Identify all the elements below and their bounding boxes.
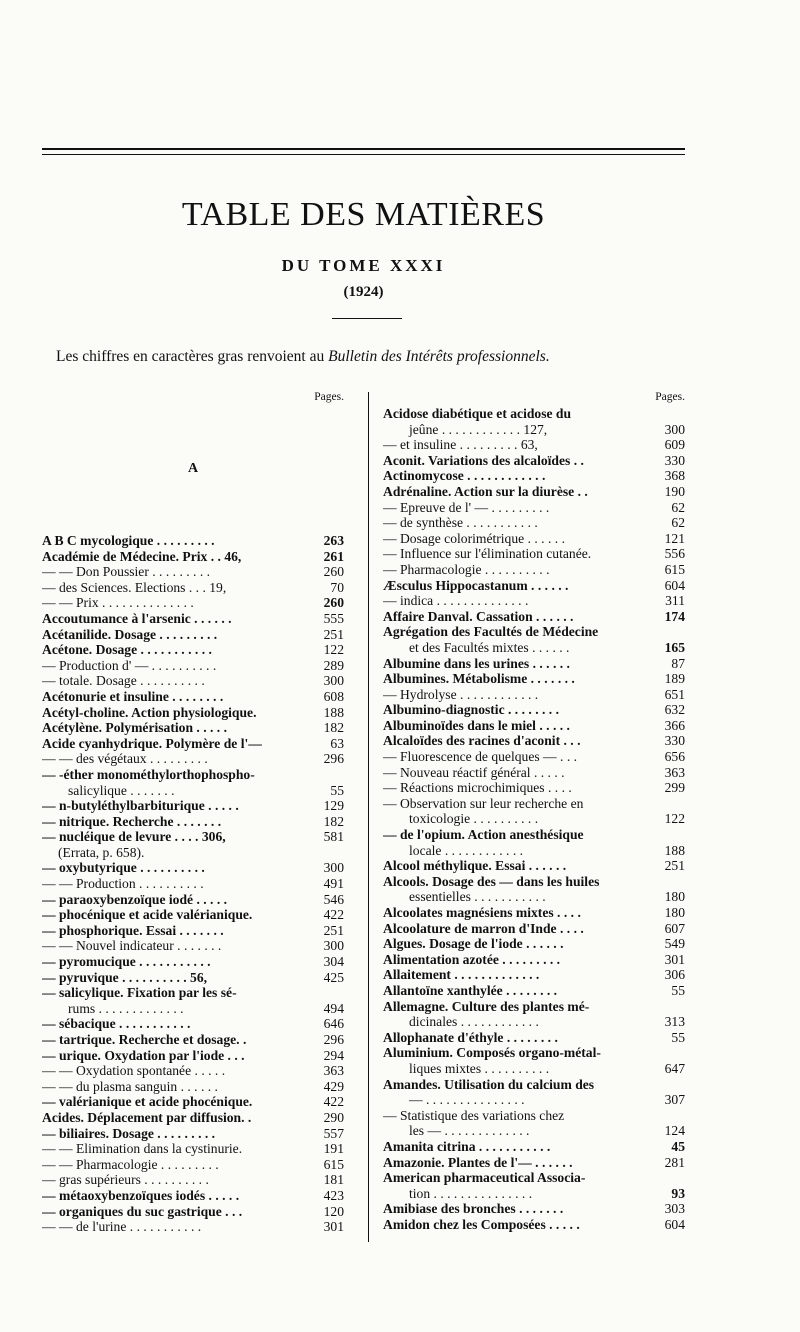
volume-year: (1924) (343, 284, 384, 300)
entry-text: — organiques du suc gastrique . . . (42, 1203, 243, 1219)
index-entry (42, 1141, 344, 1157)
entry-page: 87 (671, 655, 685, 671)
entry-text: — indica . . . . . . . . . . . . . . (383, 593, 529, 609)
index-entry (42, 1063, 344, 1079)
entry-text: — Hydrolyse . . . . . . . . . . . . (383, 686, 539, 702)
entry-text: Acétone. Dosage . . . . . . . . . . . (42, 642, 212, 658)
entry-text: Alcaloïdes des racines d'aconit . . . (383, 733, 581, 749)
entry-page: 62 (671, 515, 685, 531)
index-entry (383, 531, 685, 547)
index-entry (42, 1126, 344, 1142)
entry-text: — Statistique des variations chez (383, 1107, 565, 1123)
entry-text: Albumine dans les urines . . . . . . (383, 655, 570, 671)
entry-page: 251 (323, 626, 344, 642)
entry-text: Æsculus Hippocastanum . . . . . . (383, 577, 569, 593)
entry-text: — — de l'urine . . . . . . . . . . . (42, 1219, 202, 1235)
entry-page: 368 (664, 468, 685, 484)
entry-page: 62 (671, 499, 685, 515)
entry-text: — biliaires. Dosage . . . . . . . . . (42, 1125, 216, 1141)
index-entry (42, 642, 344, 658)
index-entry (383, 562, 685, 578)
entry-page: 647 (664, 1060, 685, 1076)
right-entry-list (383, 406, 685, 1232)
entry-page: 609 (664, 437, 685, 453)
left-pages-header: Pages. (314, 391, 344, 403)
entry-text: Acétonurie et insuline . . . . . . . . (42, 688, 224, 704)
entry-page: 260 (323, 595, 344, 611)
index-entry (42, 627, 344, 643)
index-entry (42, 829, 344, 845)
entry-page: 299 (664, 780, 685, 796)
index-entry (42, 580, 344, 596)
entry-text: — totale. Dosage . . . . . . . . . . (42, 673, 205, 689)
entry-page: 646 (323, 1016, 344, 1032)
entry-page: 260 (323, 564, 344, 580)
entry-page: 121 (664, 530, 685, 546)
entry-page: 300 (323, 860, 344, 876)
index-entry (42, 892, 344, 908)
entry-page: 294 (323, 1047, 344, 1063)
entry-text: — — Prix . . . . . . . . . . . . . . (42, 595, 194, 611)
entry-page: 366 (664, 717, 685, 733)
section-letter: A (187, 461, 199, 476)
entry-page: 546 (323, 891, 344, 907)
entry-text: American pharmaceutical Associa- (383, 1170, 586, 1186)
entry-text: — tartrique. Recherche et dosage. . (42, 1032, 247, 1047)
entry-text: — oxybutyrique . . . . . . . . . . (42, 860, 205, 876)
index-entry (42, 549, 344, 565)
entry-text: Acides. Déplacement par diffusion. . (42, 1109, 252, 1125)
entry-page: 129 (323, 798, 344, 814)
index-entry (42, 845, 344, 861)
index-entry (42, 985, 344, 1001)
index-entry (42, 736, 344, 752)
index-entry (383, 671, 685, 687)
index-entry (42, 1001, 344, 1017)
index-entry (42, 1157, 344, 1173)
index-entry (383, 687, 685, 703)
index-entry (42, 1079, 344, 1095)
index-entry (383, 749, 685, 765)
entry-text: — — Production . . . . . . . . . . (42, 876, 204, 892)
right-column (383, 388, 685, 1232)
index-entry (42, 907, 344, 923)
index-entry (383, 484, 685, 500)
entry-text: Acétylène. Polymérisation . . . . . (42, 720, 227, 736)
notice-text (56, 348, 736, 366)
entry-text: liques mixtes . . . . . . . . . . (409, 1060, 550, 1076)
entry-page: 608 (323, 688, 344, 704)
entry-page: 363 (664, 764, 685, 780)
entry-text: jeûne . . . . . . . . . . . . 127, (409, 421, 548, 437)
index-entry (42, 814, 344, 830)
entry-text: Alcools. Dosage des — dans les huiles (383, 873, 600, 889)
index-entry (383, 718, 685, 734)
entry-text: Aconit. Variations des alcaloïdes . . (383, 452, 584, 468)
entry-page: 557 (323, 1125, 344, 1141)
index-entry (42, 860, 344, 876)
index-entry (42, 1016, 344, 1032)
entry-text: — — du plasma sanguin . . . . . . (42, 1078, 218, 1094)
entry-page: 182 (323, 813, 344, 829)
entry-page: 45 (671, 1138, 685, 1154)
entry-text: salicylique . . . . . . . (68, 782, 175, 798)
index-entry (383, 1014, 685, 1030)
index-entry (383, 999, 685, 1015)
entry-text: — — Pharmacologie . . . . . . . . . (42, 1156, 219, 1172)
index-entry (42, 658, 344, 674)
entry-page: 656 (664, 749, 685, 765)
entry-text: Allantoïne xanthylée . . . . . . . . (383, 982, 558, 998)
entry-text: — gras supérieurs . . . . . . . . . . (42, 1172, 209, 1188)
entry-text: les — . . . . . . . . . . . . . (409, 1123, 530, 1139)
index-entry (383, 1092, 685, 1108)
index-entry (383, 468, 685, 484)
index-entry (42, 923, 344, 939)
index-entry (42, 954, 344, 970)
index-entry (383, 983, 685, 999)
entry-text: et des Facultés mixtes . . . . . . (409, 639, 570, 655)
entry-text: — Production d' — . . . . . . . . . . (42, 657, 217, 673)
entry-text: — — Nouvel indicateur . . . . . . . (42, 938, 222, 954)
entry-text: — n-butyléthylbarbiturique . . . . . (42, 798, 239, 814)
entry-page: 251 (323, 922, 344, 938)
entry-page: 422 (323, 1094, 344, 1110)
index-entry (383, 1201, 685, 1217)
entry-text: Alcool méthylique. Essai . . . . . . (383, 858, 567, 874)
entry-page: 306 (664, 967, 685, 983)
column-divider (368, 392, 369, 1242)
entry-text: — de synthèse . . . . . . . . . . . (383, 515, 538, 531)
entry-text: — Influence sur l'élimination cutanée. (383, 546, 592, 562)
index-entry (383, 1186, 685, 1202)
index-entry (383, 1077, 685, 1093)
entry-page: 55 (330, 782, 344, 798)
entry-page: 311 (665, 593, 685, 609)
entry-page: 55 (671, 982, 685, 998)
index-entry (383, 1108, 685, 1124)
entry-page: 651 (664, 686, 685, 702)
entry-text: — . . . . . . . . . . . . . . . (409, 1092, 525, 1108)
page-title: TABLE DES MATIÈRES (181, 196, 546, 233)
entry-text: Amibiase des bronches . . . . . . . (383, 1201, 564, 1217)
entry-text: — Fluorescence de quelques — . . . (383, 749, 578, 765)
entry-text: — pyromucique . . . . . . . . . . . (42, 954, 211, 970)
index-entry (383, 936, 685, 952)
entry-page: 422 (323, 907, 344, 923)
entry-page: 615 (323, 1156, 344, 1172)
index-entry (383, 593, 685, 609)
entry-page: 122 (323, 642, 344, 658)
top-rule-thick (42, 148, 685, 150)
entry-text: A B C mycologique . . . . . . . . . (42, 533, 215, 548)
index-entry (42, 1032, 344, 1048)
index-entry (383, 1045, 685, 1061)
index-entry (42, 1219, 344, 1235)
entry-page: 330 (664, 452, 685, 468)
index-entry (42, 1204, 344, 1220)
entry-page: 296 (323, 1032, 344, 1047)
index-entry (42, 595, 344, 611)
entry-page: 307 (664, 1092, 685, 1108)
index-entry (383, 874, 685, 890)
index-entry (383, 656, 685, 672)
index-entry (42, 689, 344, 705)
index-entry (42, 767, 344, 783)
index-entry (42, 783, 344, 799)
index-entry (383, 1155, 685, 1171)
entry-page: 581 (323, 829, 344, 845)
entry-page: 296 (323, 751, 344, 767)
index-entry (42, 720, 344, 736)
index-entry (42, 1094, 344, 1110)
index-entry (383, 500, 685, 516)
entry-page: 555 (323, 610, 344, 626)
top-rule-thin (42, 154, 685, 155)
entry-page: 301 (664, 951, 685, 967)
entry-text: Acétyl-choline. Action physiologique. (42, 704, 257, 720)
index-entry (383, 702, 685, 718)
entry-text: rums . . . . . . . . . . . . . (68, 1000, 184, 1016)
entry-page: 124 (664, 1123, 685, 1139)
entry-text: Amazonie. Plantes de l'— . . . . . . (383, 1154, 573, 1170)
entry-page: 330 (664, 733, 685, 749)
entry-page: 303 (664, 1201, 685, 1217)
index-entry (383, 733, 685, 749)
entry-text: Acétanilide. Dosage . . . . . . . . . (42, 626, 218, 642)
index-entry (383, 952, 685, 968)
entry-text: — salicylique. Fixation par les sé- (42, 985, 237, 1001)
index-entry (383, 796, 685, 812)
index-entry (383, 453, 685, 469)
entry-text: — et insuline . . . . . . . . . 63, (383, 437, 538, 453)
entry-text: — — des végétaux . . . . . . . . . (42, 751, 208, 767)
entry-page: 429 (323, 1078, 344, 1094)
entry-page: 261 (323, 548, 344, 564)
entry-text: Amandes. Utilisation du calcium des (383, 1076, 595, 1092)
index-entry (383, 827, 685, 843)
entry-text: (Errata, p. 658). (58, 844, 145, 860)
index-entry (42, 798, 344, 814)
entry-text: Accoutumance à l'arsenic . . . . . . (42, 610, 232, 626)
index-entry (42, 673, 344, 689)
entry-page: 281 (664, 1154, 685, 1170)
entry-page: 304 (323, 954, 344, 970)
entry-page: 165 (664, 639, 685, 655)
entry-text: locale . . . . . . . . . . . . (409, 842, 524, 858)
entry-page: 55 (671, 1029, 685, 1045)
entry-text: Agrégation des Facultés de Médecine (383, 624, 599, 640)
entry-page: 607 (664, 920, 685, 936)
right-pages-header: Pages. (655, 391, 685, 403)
index-entry (42, 1048, 344, 1064)
index-entry (383, 858, 685, 874)
entry-page: 290 (323, 1109, 344, 1125)
index-entry (42, 1172, 344, 1188)
index-entry (383, 1030, 685, 1046)
entry-text: Amidon chez les Composées . . . . . (383, 1216, 580, 1232)
entry-page: 363 (323, 1063, 344, 1079)
index-entry (42, 1188, 344, 1204)
index-entry (383, 889, 685, 905)
entry-page: 181 (323, 1172, 344, 1188)
index-entry (42, 611, 344, 627)
index-entry (383, 406, 685, 422)
entry-page: 549 (664, 936, 685, 952)
entry-text: essentielles . . . . . . . . . . . (409, 889, 546, 905)
index-entry (42, 533, 344, 549)
entry-text: Albuminoïdes dans le miel . . . . . (383, 717, 570, 733)
entry-text: Aluminium. Composés organo-métal- (383, 1045, 601, 1061)
entry-text: toxicologie . . . . . . . . . . (409, 811, 539, 827)
entry-page: 63 (330, 735, 344, 751)
index-entry (383, 905, 685, 921)
entry-text: dicinales . . . . . . . . . . . . (409, 1014, 539, 1030)
entry-page: 556 (664, 546, 685, 562)
entry-text: — sébacique . . . . . . . . . . . (42, 1016, 191, 1032)
entry-text: — urique. Oxydation par l'iode . . . (42, 1047, 245, 1063)
entry-text: Académie de Médecine. Prix . . 46, (42, 548, 242, 564)
entry-page: 494 (323, 1000, 344, 1016)
entry-text: — phosphorique. Essai . . . . . . . (42, 922, 224, 938)
entry-text: tion . . . . . . . . . . . . . . . (409, 1185, 533, 1201)
entry-text: — phocénique et acide valérianique. (42, 907, 253, 923)
entry-text: — — Don Poussier . . . . . . . . . (42, 564, 211, 580)
index-entry (383, 1139, 685, 1155)
entry-text: Affaire Danval. Cassation . . . . . . (383, 608, 574, 624)
notice-part2: renvoient au (243, 348, 329, 365)
entry-page: 615 (664, 561, 685, 577)
entry-page: 188 (323, 704, 344, 720)
entry-text: — — Elimination dans la cystinurie. (42, 1141, 243, 1157)
entry-text: — Pharmacologie . . . . . . . . . . (383, 561, 550, 577)
index-entry (383, 765, 685, 781)
entry-text: — Nouveau réactif général . . . . . (383, 764, 565, 780)
entry-page: 300 (664, 421, 685, 437)
entry-page: 423 (323, 1187, 344, 1203)
entry-page: 182 (323, 720, 344, 736)
entry-text: Adrénaline. Action sur la diurèse . . (383, 483, 588, 499)
entry-text: Amanita citrina . . . . . . . . . . . (383, 1138, 551, 1154)
index-entry (383, 1061, 685, 1077)
notice-part1: Les chiffres en caractères gras (56, 348, 244, 365)
entry-text: — Observation sur leur recherche en (383, 795, 584, 811)
index-entry (383, 624, 685, 640)
entry-text: Algues. Dosage de l'iode . . . . . . (383, 936, 564, 952)
entry-text: — métaoxybenzoïques iodés . . . . . (42, 1187, 240, 1203)
entry-page: 604 (664, 1216, 685, 1232)
entry-text: Allemagne. Culture des plantes mé- (383, 998, 590, 1014)
entry-page: 263 (323, 533, 344, 548)
index-entry (383, 811, 685, 827)
index-entry (383, 422, 685, 438)
entry-text: — — Oxydation spontanée . . . . . (42, 1063, 226, 1079)
entry-text: — nucléique de levure . . . . 306, (42, 829, 226, 845)
entry-text: — Dosage colorimétrique . . . . . . (383, 530, 565, 546)
index-entry (383, 1170, 685, 1186)
entry-page: 632 (664, 702, 685, 718)
entry-text: Acide cyanhydrique. Polymère de l'— (42, 735, 262, 751)
entry-page: 180 (664, 889, 685, 905)
entry-page: 122 (664, 811, 685, 827)
entry-text: — nitrique. Recherche . . . . . . . (42, 813, 222, 829)
index-entry (42, 705, 344, 721)
index-entry (42, 938, 344, 954)
entry-text: Allaitement . . . . . . . . . . . . . (383, 967, 540, 983)
entry-text: — Réactions microchimiques . . . . (383, 780, 572, 796)
left-entry-list (42, 533, 344, 1235)
entry-text: — des Sciences. Elections . . . 19, (42, 579, 227, 595)
entry-text: — valérianique et acide phocénique. (42, 1094, 253, 1110)
notice-part3: Bulletin des Intérêts professionnels. (328, 348, 550, 365)
entry-text: Alimentation azotée . . . . . . . . . (383, 951, 561, 967)
entry-page: 251 (664, 858, 685, 874)
entry-text: Albumino-diagnostic . . . . . . . . (383, 702, 559, 718)
index-entry (383, 437, 685, 453)
index-entry (42, 564, 344, 580)
index-entry (383, 578, 685, 594)
index-entry (383, 640, 685, 656)
entry-text: — Epreuve de l' — . . . . . . . . . (383, 499, 550, 515)
index-entry (383, 843, 685, 859)
entry-page: 93 (671, 1185, 685, 1201)
index-entry (383, 921, 685, 937)
entry-text: — pyruvique . . . . . . . . . . 56, (42, 969, 208, 985)
entry-text: — paraoxybenzoïque iodé . . . . . (42, 891, 228, 907)
entry-text: Alcoolature de marron d'Inde . . . . (383, 920, 584, 936)
entry-page: 300 (323, 938, 344, 954)
entry-page: 180 (664, 905, 685, 920)
entry-page: 604 (664, 577, 685, 593)
index-entry (383, 780, 685, 796)
entry-page: 70 (330, 579, 344, 595)
index-entry (383, 967, 685, 983)
entry-page: 300 (323, 673, 344, 689)
index-entry (383, 546, 685, 562)
volume-subtitle: DU TOME XXXI (281, 256, 446, 275)
entry-text: Albumines. Métabolisme . . . . . . . (383, 671, 575, 687)
entry-page: 190 (664, 483, 685, 499)
entry-page: 174 (664, 608, 685, 624)
entry-page: 120 (323, 1203, 344, 1219)
index-entry (383, 1217, 685, 1233)
entry-text: — -éther monométhylorthophospho- (42, 766, 255, 782)
entry-text: Alcoolates magnésiens mixtes . . . . (383, 905, 581, 920)
entry-page: 491 (323, 876, 344, 892)
index-entry (42, 751, 344, 767)
index-entry (383, 515, 685, 531)
entry-page: 188 (664, 842, 685, 858)
index-entry (42, 970, 344, 986)
entry-page: 301 (323, 1219, 344, 1235)
index-entry (42, 876, 344, 892)
entry-text: — de l'opium. Action anesthésique (383, 827, 584, 843)
entry-page: 191 (323, 1141, 344, 1157)
index-entry (42, 1110, 344, 1126)
entry-text: Allophanate d'éthyle . . . . . . . . (383, 1029, 558, 1045)
entry-text: Acidose diabétique et acidose du (383, 406, 572, 421)
index-entry (383, 609, 685, 625)
entry-page: 289 (323, 657, 344, 673)
entry-page: 189 (664, 671, 685, 687)
entry-page: 313 (664, 1014, 685, 1030)
entry-text: Actinomycose . . . . . . . . . . . . (383, 468, 546, 484)
index-entry (383, 1123, 685, 1139)
left-column (42, 388, 344, 1235)
short-rule (332, 318, 402, 319)
entry-page: 425 (323, 969, 344, 985)
